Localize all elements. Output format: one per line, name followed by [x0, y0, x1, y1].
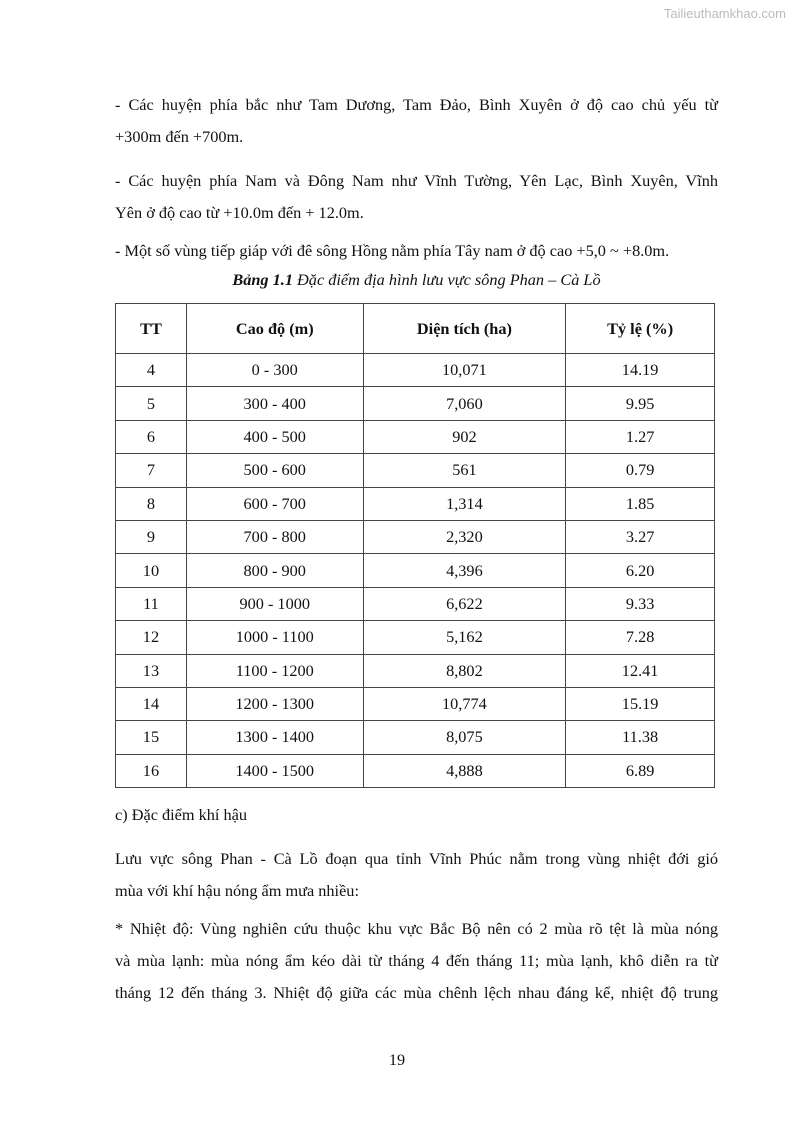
watermark: Tailieuthamkhao.com — [663, 6, 786, 21]
cell-area: 561 — [363, 454, 566, 487]
table-row — [116, 454, 715, 487]
table-header-row — [116, 304, 715, 354]
text-line: Yên ở độ cao từ +10.0m đến + 12.0m. — [115, 203, 364, 222]
cell-tt: 15 — [116, 721, 187, 754]
table-row — [116, 621, 715, 654]
climate-paragraph — [115, 843, 718, 907]
cell-ratio: 0.79 — [566, 454, 715, 487]
header-tt: TT — [116, 304, 187, 354]
cell-area: 8,802 — [363, 654, 566, 687]
cell-tt: 14 — [116, 687, 187, 720]
text-line: - Một số vùng tiếp giáp với đê sông Hồng nằm phía Tây nam ở độ cao +5,0 ~ +8.0m. — [115, 241, 670, 260]
table-row — [116, 520, 715, 553]
paragraph-north-districts — [115, 89, 718, 153]
cell-tt: 11 — [116, 587, 187, 620]
cell-ratio: 14.19 — [566, 354, 715, 387]
table-row — [116, 687, 715, 720]
table-row — [116, 721, 715, 754]
table-row — [116, 654, 715, 687]
text-line: * Nhiệt độ: Vùng nghiên cứu thuộc khu vực Bắc Bộ nên có 2 mùa rõ tệt là mùa nóng — [115, 919, 718, 938]
cell-area: 4,396 — [363, 554, 566, 587]
cell-tt: 5 — [116, 387, 187, 420]
table-row — [116, 587, 715, 620]
cell-ratio: 12.41 — [566, 654, 715, 687]
caption-label: Bảng 1.1 — [232, 270, 293, 289]
header-ratio: Tỷ lệ (%) — [566, 304, 715, 354]
text-line: tháng 12 đến tháng 3. Nhiệt độ giữa các mùa chênh lệch nhau đáng kể, nhiệt độ trung — [115, 983, 718, 1002]
cell-tt: 10 — [116, 554, 187, 587]
cell-ratio: 1.85 — [566, 487, 715, 520]
cell-tt: 13 — [116, 654, 187, 687]
paragraph-south-districts — [115, 165, 718, 229]
cell-area: 1,314 — [363, 487, 566, 520]
paragraph-southwest — [115, 235, 718, 267]
section-heading: c) Đặc điểm khí hậu — [115, 805, 248, 824]
cell-elevation: 500 - 600 — [186, 454, 363, 487]
cell-area: 7,060 — [363, 387, 566, 420]
cell-elevation: 1400 - 1500 — [186, 754, 363, 787]
text-line: +300m đến +700m. — [115, 127, 244, 146]
cell-area: 2,320 — [363, 520, 566, 553]
cell-elevation: 400 - 500 — [186, 420, 363, 453]
cell-tt: 12 — [116, 621, 187, 654]
table-row — [116, 754, 715, 787]
table-row — [116, 387, 715, 420]
cell-ratio: 15.19 — [566, 687, 715, 720]
header-area: Diện tích (ha) — [363, 304, 566, 354]
cell-ratio: 7.28 — [566, 621, 715, 654]
table-row — [116, 487, 715, 520]
cell-area: 902 — [363, 420, 566, 453]
text-line: - Các huyện phía Nam và Đông Nam như Vĩnh Tường, Yên Lạc, Bình Xuyên, Vĩnh — [115, 171, 718, 190]
cell-elevation: 900 - 1000 — [186, 587, 363, 620]
text-line: mùa với khí hậu nóng ẩm mưa nhiều: — [115, 881, 359, 900]
table-caption — [115, 270, 718, 290]
header-elevation: Cao độ (m) — [186, 304, 363, 354]
table-row — [116, 420, 715, 453]
cell-elevation: 1300 - 1400 — [186, 721, 363, 754]
table-row — [116, 354, 715, 387]
cell-area: 4,888 — [363, 754, 566, 787]
cell-elevation: 1000 - 1100 — [186, 621, 363, 654]
cell-elevation: 600 - 700 — [186, 487, 363, 520]
cell-area: 8,075 — [363, 721, 566, 754]
cell-tt: 16 — [116, 754, 187, 787]
cell-ratio: 9.95 — [566, 387, 715, 420]
text-line: và mùa lạnh: mùa nóng ẩm kéo dài từ tháng 4 đến tháng 11; mùa lạnh, khô diễn ra từ — [115, 951, 718, 970]
terrain-table — [115, 303, 715, 788]
temperature-paragraph — [115, 913, 718, 1009]
caption-text: Đặc điểm địa hình lưu vực sông Phan – Cà Lồ — [292, 270, 601, 289]
cell-elevation: 0 - 300 — [186, 354, 363, 387]
cell-ratio: 6.89 — [566, 754, 715, 787]
cell-elevation: 700 - 800 — [186, 520, 363, 553]
cell-area: 5,162 — [363, 621, 566, 654]
text-line: - Các huyện phía bắc như Tam Dương, Tam Đảo, Bình Xuyên ở độ cao chủ yếu từ — [115, 95, 718, 114]
cell-ratio: 1.27 — [566, 420, 715, 453]
cell-elevation: 1100 - 1200 — [186, 654, 363, 687]
cell-ratio: 6.20 — [566, 554, 715, 587]
cell-tt: 9 — [116, 520, 187, 553]
cell-elevation: 1200 - 1300 — [186, 687, 363, 720]
cell-elevation: 800 - 900 — [186, 554, 363, 587]
cell-area: 6,622 — [363, 587, 566, 620]
cell-tt: 6 — [116, 420, 187, 453]
cell-tt: 7 — [116, 454, 187, 487]
cell-ratio: 9.33 — [566, 587, 715, 620]
cell-tt: 8 — [116, 487, 187, 520]
cell-ratio: 3.27 — [566, 520, 715, 553]
cell-ratio: 11.38 — [566, 721, 715, 754]
table-row — [116, 554, 715, 587]
cell-area: 10,774 — [363, 687, 566, 720]
cell-tt: 4 — [116, 354, 187, 387]
text-line: Lưu vực sông Phan - Cà Lồ đoạn qua tỉnh Vĩnh Phúc nằm trong vùng nhiệt đới gió — [115, 849, 718, 868]
cell-elevation: 300 - 400 — [186, 387, 363, 420]
cell-area: 10,071 — [363, 354, 566, 387]
page-number: 19 — [388, 1050, 406, 1069]
